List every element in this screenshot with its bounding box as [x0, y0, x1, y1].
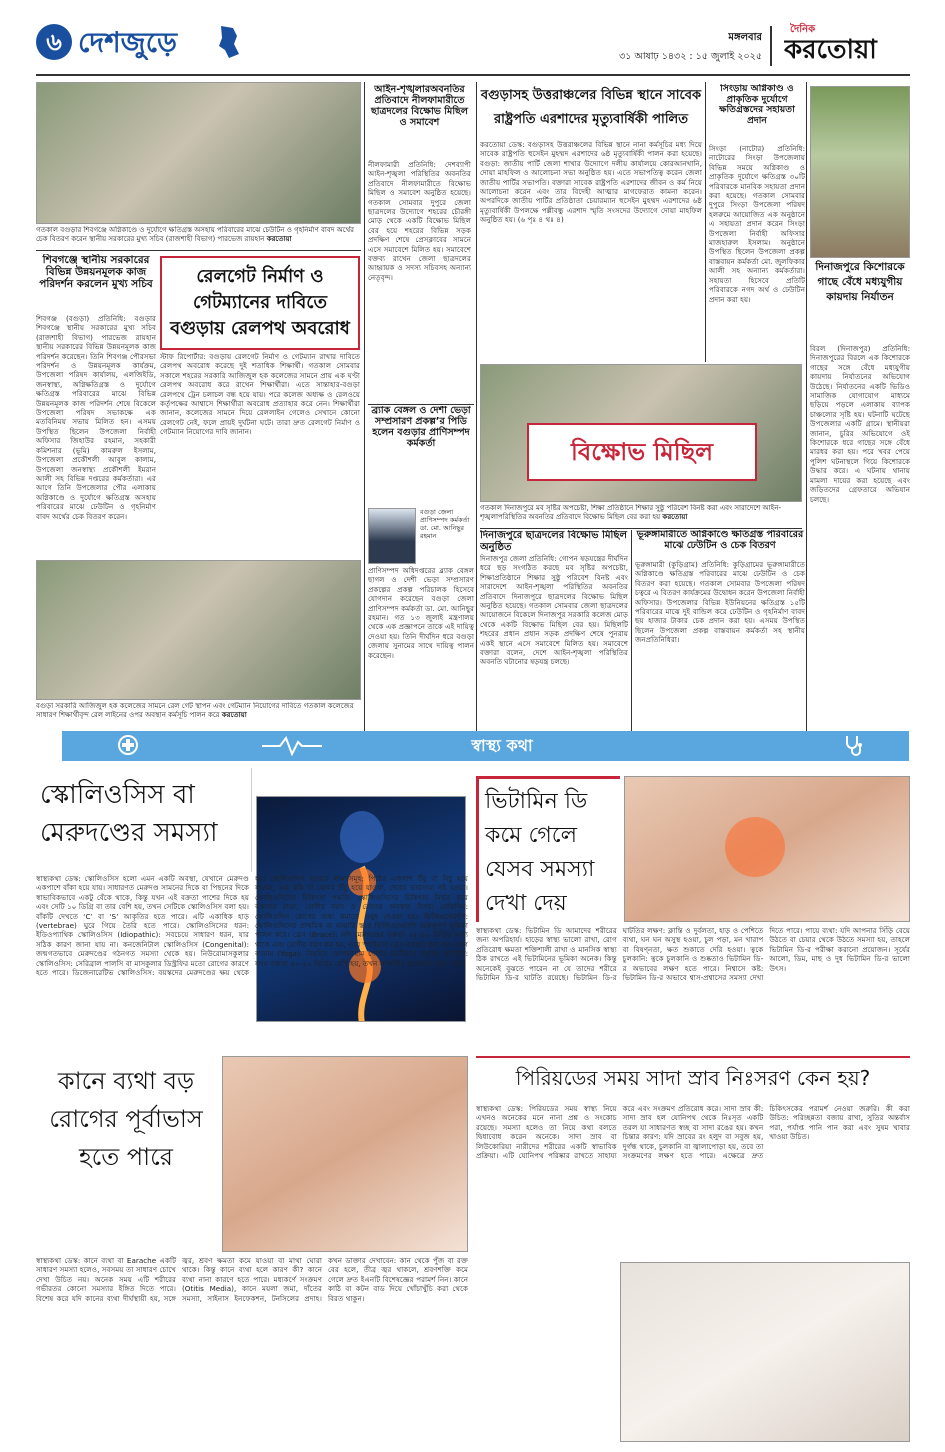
ear-headline-box	[36, 1056, 216, 1252]
knee-pain-photo	[624, 776, 910, 922]
rail-headline-box	[160, 256, 360, 350]
divider	[480, 528, 802, 529]
medical-cross-icon	[118, 735, 138, 755]
brac-portrait	[368, 508, 416, 564]
singra-body: সিংড়া (নাটোর) প্রতিনিধি: নাটোরের সিংড়া উপজেলায় বিভিন্ন সময়ে অগ্নিকাণ্ড ও প্রাকৃতিক দুর্যোগে ক্ষতিগ্রস্ত ৩০টি পরিবারকে মানবিক সহায়তা প্রদান করা হয়েছে। গতকাল সোমবার দুপুরে সিংড়া উপজেলা পরিষদ হলরুমে আয়োজিত এক অনুষ্ঠানে এ সহায়তা প্রদান করেন সিংড়া উপজেলা নির্বাহী অফিসার মাজহারুল ইসলাম। অনুষ্ঠানে উপস্থিত ছিলেন উপজেলা প্রকল্প বাস্তবায়ন কর্মকর্তা মো. জুলফিকার আলী সহ অন্যান্য কর্মকর্তারা। সহায়তা হিসেবে প্রতিটি পরিবারকে নগদ অর্থ ও ঢেউটিন প্রদান করা হয়।	[709, 144, 805, 304]
rail-headline: রেলগেট নির্মাণ ও গেটম্যানের দাবিতে বগুড়ায় রেলপথ অবরোধ	[170, 266, 350, 339]
rally-banner-text: বিক্ষোভ মিছিল	[571, 438, 713, 466]
ershad-headline: বগুড়াসহ উত্তরাঞ্চলের বিভিন্ন স্থানে সাবেক রাষ্ট্রপতি এরশাদের মৃত্যুবার্ষিকী পালিত	[480, 88, 702, 127]
shibganj-caption: গতকাল বগুড়ার শিবগঞ্জে অগ্নিকাণ্ডে ও দুর্যোগে ক্ষতিগ্রস্ত অসহায় পরিবারের মাঝে চেউটিন ও গৃহনির্মাণ বাবদ অর্থের চেক বিতরণ করেন স্থানীয় সরকারের মুখ্য সচিব (রাজশাহী বিভাগ) পারভেজ রায়হান করতোয়া	[36, 226, 354, 243]
period-headline: পিরিয়ডের সময় সাদা স্রাব নিঃসরণ কেন হয়?	[515, 1066, 871, 1090]
page-number-badge	[36, 24, 72, 60]
vitamin-d-headline-box	[476, 776, 620, 922]
health-section-bar	[62, 731, 909, 761]
scoliosis-headline: স্কোলিওসিস বা মেরুদণ্ডের সমস্যা	[40, 780, 218, 848]
vdivider	[806, 82, 807, 742]
paper-name-small: দৈনিক	[790, 24, 816, 35]
bangladesh-map-icon	[215, 24, 241, 60]
protest-headline: আইন-শৃঙ্খলারঅবনতির প্রতিবাদে নীলফামারীতে ছাত্রদলের বিক্ষোভ মিছিল ও সমাবেশ	[370, 84, 469, 129]
shibganj-body: শিবগঞ্জ (বগুড়া) প্রতিনিধি: বগুড়ার শিবগঞ্জে স্থানীয় সরকারের মুখ্য সচিব (রাজশাহী বিভাগ) পারভেজ রায়হান স্থানীয় সরকারের বিভিন্ন উন্নয়নমূলক কাজ পরিদর্শন করেছেন। তিনি শিবগঞ্জ পৌরসভা পরিদর্শন ও উন্নয়নমূলক কার্যক্রম, উপজেলা পরিষদ কার্যালয়, এলজিইডি, জনস্বাস্থ্য, অগ্নিক্ষতিগ্রস্ত ও দুর্যোগে ক্ষতিগ্রস্ত পরিবারের মাঝে বিভিন্ন উন্নয়নমূলক কাজ পরিদর্শন শেষে বিকেলে উপজেলা পরিষদ সভাকক্ষে এক মতবিনিময় সভায় মিলিত হন। এসময় উপস্থিত ছিলেন উপজেলা নির্বাহী অফিসার জিহাউর রহমান, সহকারী কমিশনার (ভূমি) কামরুল ইসলাম, উপজেলা প্রকৌশলী আবুল কালাম, উপজেলা জনস্বাস্থ্য প্রকৌশলী ইমরান আলী সহ বিভিন্ন দপ্তরের কর্মকর্তারা। এর আগে তিনি উপজেলার পৌর এলাকায় অগ্নিকাণ্ডে ও দুর্যোগে ক্ষতিগ্রস্ত অসহায় পরিবারের মাঝে ঢেউটিন ও গৃহনির্মাণ বাবদ অর্থের চেক বিতরণ করেন।	[36, 314, 156, 521]
page-number: ৬	[46, 28, 62, 56]
dinajpur-rally-body: দিনাজপুর জেলা প্রতিনিধি: গোপন ষড়যন্ত্রের দীর্ঘদিন ধরে ছড় সংগঠিত করছে মব সৃষ্টির অপচেষ্টা, শিক্ষাপ্রতিষ্ঠানে শিক্ষার সুষ্ঠু পরিবেশ বিনষ্ট এবং সারাদেশে আইন-শৃঙ্খলা পরিস্থিতির অবনতির প্রতিবাদে দিনাজপুরে ছাত্রদলের বিক্ষোভ মিছিল অনুষ্ঠিত হয়েছে। গতকাল সোমবার জেলা ছাত্রদলের আয়োজনে বিকেলে দিনাজপুর সরকারি কলেজ মোড় থেকে একটি বিক্ষোভ মিছিল বের হয়। মিছিলটি শহরের প্রধান প্রধান সড়ক প্রদক্ষিণ শেষে পুনরায় একই স্থানে এসে সমাবেশে মিলিত হয়। সমাবেশে বক্তারা বলেন, দেশে আইন-শৃঙ্খলা পরিস্থিতির অবনতি ঘটানোর ষড়যন্ত্র চলছে।	[480, 554, 628, 667]
masthead	[0, 0, 945, 80]
brac-headline: ব্র্যাক বেঙ্গল ও দেশী ভেড়া সম্প্রসারণ প্রকল্প’র পিডি হলেন বগুড়ার প্রাণিসম্পদ কর্মকর্তা	[371, 406, 471, 449]
vdivider	[631, 530, 632, 742]
section-title: দেশজুড়ে	[78, 26, 177, 59]
tree-headline: দিনাজপুরে কিশোরকে গাছে বেঁধে মধ্যযুগীয় কায়দায় নির্যাতন	[815, 261, 905, 303]
brac-body: প্রাণিসম্পদ অধিদপ্তরের ব্ল্যাক বেঙ্গল ছাগল ও দেশী ভেড়া সম্প্রসারণ প্রকল্পের প্রকল্প পরিচালক হিসেবে যোগদান করেছেন বগুড়া জেলা প্রাণিসম্পদ কর্মকর্তা ডা. মো. আনিছুর রহমান। গত ১৩ জুলাই মন্ত্রণালয় থেকে এক প্রজ্ঞাপনে তাকে এই দায়িত্ব দেওয়া হয়। তিনি দীর্ঘদিন ধরে বগুড়া জেলায় সুনামের সাথে দায়িত্ব পালন করেছেন।	[368, 566, 474, 660]
heartbeat-icon	[262, 736, 322, 756]
protest-body: নীলফামারী প্রতিনিধি: দেশব্যাপী আইন-শৃঙ্খলা পরিস্থিতির অবনতির প্রতিবাদে নীলফামারীতে বিক্ষোভ মিছিল ও সমাবেশ অনুষ্ঠিত হয়েছে। গতকাল সোমবার দুপুরে জেলা ছাত্রদলের উদ্যোগে শহরের চৌরঙ্গী মোড় থেকে একটি বিক্ষোভ মিছিল বের হয়ে শহরের বিভিন্ন সড়ক প্রদক্ষিণ শেষে প্রেসক্লাবের সামনে এসে সমাবেশে মিলিত হয়। সমাবেশে বক্তব্য রাখেন জেলা ছাত্রদলের আহ্বায়ক ও সদস্য সচিবসহ অন্যান্য নেতৃবৃন্দ।	[368, 160, 471, 282]
singra-headline: সিংড়ায় অগ্নিকাণ্ড ও প্রাকৃতিক দুর্যোগে ক্ষতিগ্রস্তদের সহায়তা প্রদান	[719, 84, 795, 126]
date-label: ৩১ আষাঢ় ১৪৩২ : ১৫ জুলাই ২০২৫	[619, 51, 762, 62]
masthead-rule	[36, 74, 910, 76]
divider	[36, 250, 361, 251]
health-section-title: স্বাস্থ্য কথা	[471, 736, 533, 755]
dinajpur-rally-photo	[480, 364, 802, 502]
vitamin-d-body: স্বাস্থ্যকথা ডেস্ক: ভিটামিন ডি আমাদের শরীরের জন্য অপরিহার্য। হাড়ের স্বাস্থ্য ভালো রাখা, রোগ প্রতিরোধ ক্ষমতা শক্তিশালী রাখা ও মানসিক স্বাস্থ্য ঠিক রাখতে এই ভিটামিনের ভূমিকা অনেক। কিন্তু অনেকেই বুঝতে পারেন না যে তাদের শরীরে ভিটামিন ডি-র ঘাটতি রয়েছে। ভিটামিন ডি-র ঘাটতির লক্ষণ: ক্লান্তি ও দুর্বলতা, হাড় ও পেশিতে ব্যথা, ঘন ঘন অসুস্থ হওয়া, চুল পড়া, মন খারাপ বা বিষণ্নতা, ক্ষত শুকাতে দেরি হওয়া। ত্বকে চুলকানি: ত্বকে চুলকানি ও শুষ্কতাও ভিটামিন ডি-র অভাবের লক্ষণ হতে পারে। নিশ্বাসে কষ্ট: ভিটামিন ডি-র অভাবে শ্বাস-প্রশ্বাসের সমস্যা দেখা দিতে পারে। পায়ে ব্যথা: যদি আপনার সিঁড়ি বেয়ে উঠতে বা চেয়ার থেকে উঠতে সমস্যা হয়, তাহলে ভিটামিন ডি-র পরীক্ষা করানো প্রয়োজন। সূর্যের আলো, ডিম, মাছ ও দুধ ভিটামিন ডি-র ভালো উৎস।	[476, 926, 910, 983]
rail-protest-photo	[36, 560, 361, 700]
scoliosis-headline-box	[36, 768, 252, 872]
kurigram-headline: ভূরুঙ্গামারীতে অগ্নিকাণ্ডে ক্ষতিগ্রস্ত পরিবারের মাঝে ঢেউটিন ও চেক বিতরণ	[636, 530, 804, 551]
ear-body: স্বাস্থ্যকথা ডেস্ক: কানে ব্যথা বা Earache একটি সাধারণ সমস্যা হলেও, সবসময় তা সাধারণ চোখে দেখা উচিত নয়। অনেক সময় এটি শরীরের গভীরতর কোনো সমস্যার ইঙ্গিত দিতে পারে। বিশেষ করে যদি কানের ব্যথা দীর্ঘস্থায়ী হয়, সঙ্গে জ্বর, শ্রবণ ক্ষমতা কমে যাওয়া বা মাথা ঘোরা থাকে। কিন্তু কানে ব্যথা হলে কারণ কী? কানে ব্যথা নানা কারণে হতে পারে। মধ্যকর্ণে সংক্রমণ (Otitis Media), কানে ময়লা জমা, দাঁতের সমস্যা, সাইনাস ইনফেকশন, টনসিলের প্রদাহ। কখন ডাক্তার দেখাবেন: কান থেকে পুঁজ বা রক্ত বের হলে, তীব্র জ্বর থাকলে, শ্রবণশক্তি কমে গেলে দ্রুত ইএনটি বিশেষজ্ঞের পরামর্শ নিন। কানে কাঠি বা কটন বাড দিয়ে খোঁচাখুঁচি করা থেকে বিরত থাকুন।	[36, 1256, 468, 1303]
vdivider	[476, 82, 477, 742]
period-headline-box	[476, 1056, 910, 1100]
ershad-body: করতোয়া ডেস্ক: বগুড়াসহ উত্তরাঞ্চলের বিভিন্ন স্থানে নানা কর্মসূচির মধ্য দিয়ে সাবেক রাষ্ট্রপতি হুসেইন মুহম্মদ এরশাদের ৬ষ্ঠ মৃত্যুবার্ষিকী পালন করা হয়েছে। বগুড়া: জাতীয় পার্টি জেলা শাখার উদ্যোগে দলীয় কার্যালয়ে কোরআনখানি, দোয়া মাহফিল ও আলোচনা সভা অনুষ্ঠিত হয়। এতে সভাপতিত্ব করেন জেলা জাতীয় পার্টির সভাপতি। বক্তারা সাবেক রাষ্ট্রপতি এরশাদের জীবন ও কর্ম নিয়ে আলোচনা করেন এবং তার বিদেহী আত্মার মাগফেরাত কামনা করেন। অপরদিকে জাতীয় পার্টির প্রতিষ্ঠাতা চেয়ারম্যান হুসেইন মুহম্মদ এরশাদের ৬ষ্ঠ মৃত্যুবার্ষিকী উপলক্ষে পল্লীবন্ধু এরশাদ স্মৃতি সংসদের উদ্যোগে দোয়া মাহফিল অনুষ্ঠিত হয়। (৬ পৃঃ ৪ থঃ ৪)	[480, 140, 702, 225]
rally-banner	[527, 423, 757, 481]
masthead-divider	[770, 26, 772, 66]
period-photo	[620, 1262, 910, 1442]
vdivider	[705, 82, 706, 362]
dinajpur-rally-caption: গতকাল দিনাজপুরে মব সৃষ্টির অপচেষ্টা, শিক্ষা প্রতিষ্ঠানে শিক্ষার সুষ্ঠু পরিবেশ বিনষ্ট করা এবং সারাদেশে আইন-শৃঙ্খলাপরিস্থিতির অবনতির প্রতিবাদে বিক্ষোভ মিছিল বের করা হয় করতোয়া	[480, 504, 782, 521]
ear-headline: কানে ব্যথা বড় রোগের পূর্বাভাস হতে পারে	[49, 1067, 203, 1171]
stethoscope-icon	[842, 734, 866, 758]
period-body: স্বাস্থ্যকথা ডেস্ক: পিরিয়ডের সময় স্বাস্থ্য নিয়ে এখনও অনেকের মনে নানা প্রশ্ন ও সংকোচ রয়েছে। সমস্যা হলেও তা নিয়ে কথা বলতে দ্বিধাবোধ করেন অনেকে। সাদা স্রাব বা লিউকোরিয়া নারীদের শরীরের একটি স্বাভাবিক প্রক্রিয়া। এটি যোনিপথ পরিষ্কার রাখতে সাহায্য করে এবং সংক্রমণ প্রতিরোধ করে। সাদা স্রাব কী: সাদা স্রাব হল যোনিপথ থেকে নিঃসৃত একটি তরল যা সাধারণত স্বচ্ছ বা সাদা রঙের হয়। কখন চিন্তার কারণ: যদি স্রাবের রং হলুদ বা সবুজ হয়, দুর্গন্ধ থাকে, চুলকানি বা জ্বালাপোড়া হয়, তবে তা সংক্রমণের লক্ষণ হতে পারে। এক্ষেত্রে দ্রুত চিকিৎসকের পরামর্শ নেওয়া জরুরি। কী করা উচিত: পরিচ্ছন্নতা বজায় রাখা, সুতির অন্তর্বাস পরা, পর্যাপ্ত পানি পান করা এবং সুষম খাবার খাওয়া উচিত।	[476, 1104, 910, 1161]
rail-body: স্টাফ রিপোর্টার: বগুড়ায় রেলগেট নির্মাণ ও গেটম্যান রাখার দাবিতে রেলপথ অবরোধ করেছে দুই শতাধিক শিক্ষার্থী। গতকাল সোমবার সকালে শহরের সরকারি আজিজুল হক কলেজের সামনে প্রায় এক ঘণ্টা রেলপথ অবরোধ করে রাখেন শিক্ষার্থীরা। এতে সান্তাহার-বগুড়া রেলপথে ট্রেন চলাচল বন্ধ হয়ে যায়। পরে কলেজ অধ্যক্ষ ও রেলওয়ে কর্তৃপক্ষের আশ্বাসে শিক্ষার্থীরা অবরোধ প্রত্যাহার করে নেন। শিক্ষার্থীরা জানান, কলেজের সামনে দিয়ে রেললাইন গেলেও সেখানে কোনো রেলগেট নেই, ফলে প্রায়ই দুর্ঘটনা ঘটে। তারা দ্রুত রেলগেট নির্মাণ ও গেটম্যান নিয়োগের দাবি জানান।	[160, 352, 360, 437]
day-label: মঙ্গলবার	[728, 32, 762, 43]
shibganj-photo	[36, 82, 361, 224]
paper-name: করতোয়া	[784, 35, 877, 65]
rail-photo-caption: বগুড়া সরকারি আজিজুল হক কলেজের সামনে রেল গেট স্থাপন এবং গেটম্যান নিয়োগের দাবিতে গতকাল কলেজের সাধারণ শিক্ষার্থীবৃন্দ রেল লাইনের ওপর অবস্থান কর্মসূচি পালন করে করতোয়া	[36, 702, 354, 719]
scoliosis-body: স্বাস্থ্যকথা ডেস্ক: স্কোলিওসিস হলো এমন একটি অবস্থা, যেখানে মেরুদণ্ড একপাশে বাঁকা হয়ে যায়। সাধারণত মেরুদণ্ড সামনের দিকে বা পিছনের দিকে স্বাভাবিকভাবে একটু বেঁকে থাকে, কিন্তু যখন এই বক্রতা পাশের দিকে হয় এবং সেটি ১০ ডিগ্রি বা তার বেশি হয়, তখন সেটিকে স্কোলিওসিস বলা হয়। বাঁকটি দেখতে ‘C’ বা ‘S’ আকৃতির হতে পারে। এটি একাধিক হাড় (vertebrae) ঘুরে গিয়ে তৈরি হতে পারে। স্কোলিওসিসের ধরন: ইডিওপ্যাথিক স্কোলিওসিস (Idiopathic): সবচেয়ে সাধারণ ধরন, যার সঠিক কারণ জানা যায় না। কনজেনিটাল স্কোলিওসিস (Congenital): জন্মগতভাবে মেরুদণ্ডের গঠনগত সমস্যা থেকে হয়। নিউরোমাসকুলার স্কোলিওসিস: সেরিব্রাল পালসি বা মাসকুলার ডিস্ট্রফির মতো রোগের কারণে হতে পারে। ডিজেনারেটিভ স্কোলিওসিস: বয়স্কদের মেরুদণ্ডের ক্ষয় থেকে হয়। স্কোলিওসিস হওয়ার লক্ষণসমূহ: পিঠের একপাশ উঁচু বা নিচু হয়ে যাওয়া, এক কাঁধ বা কোমর উঁচু হয়ে যাওয়া, দেহের ভারসাম্য নষ্ট হওয়া। স্কোলিওসিসের চিকিৎসা পদ্ধতি: স্কোলিওসিসের চিকিৎসা নির্ভর করে বক্রতার মাত্রা, রোগীর বয়স ও রোগের অবস্থার উপর। মেডিসিন: স্কোলিওসিস রোগের ব্যথা কমাতে ওষুধ দেওয়া হয়। ফিজিওথেরাপি: স্কোলিওসিসের প্রাথমিক বা মাঝারি স্তরে ফিজিওথেরাপি গুরুত্বপূর্ণ ভূমিকা পালন করে। ব্রেস (Brace): যদি মেরুদণ্ডের বক্রতা ২৫-৪০ ডিগ্রির মধ্যে থাকে এবং রোগীর বয়স কম হয়, তবে স্পাইনাল ব্রেস ব্যবহার করা হয়। যোগ ব্যায়াম (Yoga): নিয়মিত যোগব্যায়াম পেশির নমনীয়তা বাড়ায়। সার্জারি: যখন বক্রতা ৪০-৫০ ডিগ্রির বেশি হয়, তখন সার্জারির প্রয়োজন হতে পারে।	[36, 874, 468, 978]
vdivider	[364, 82, 365, 742]
ear-pain-photo	[222, 1056, 468, 1252]
divider	[368, 404, 474, 405]
tree-photo	[810, 86, 910, 258]
shibganj-headline: শিবগঞ্জে স্থানীয় সরকারের বিভিন্ন উন্নয়নমূলক কাজ পরিদর্শন করলেন মুখ্য সচিব	[39, 254, 153, 291]
kurigram-body: ভূরুঙ্গামারী (কুড়িগ্রাম) প্রতিনিধি: কুড়িগ্রামের ভূরুঙ্গামারীতে অগ্নিকাণ্ডে ক্ষতিগ্রস্ত পরিবারের মাঝে ঢেউটিন ও চেক বিতরণ করা হয়েছে। গতকাল সোমবার উপজেলা পরিষদ চত্বরে এ বিতরণ কার্যক্রমের উদ্বোধন করেন উপজেলা নির্বাহী অফিসার। উপজেলার বিভিন্ন ইউনিয়নের ক্ষতিগ্রস্ত ১৫টি পরিবারের মাঝে দুই বান্ডিল করে ঢেউটিন ও গৃহনির্মাণ বাবদ ছয় হাজার টাকার চেক প্রদান করা হয়। এসময় উপস্থিত ছিলেন উপজেলা প্রকল্প বাস্তবায়ন কর্মকর্তা সহ স্থানীয় জনপ্রতিনিধিরা।	[635, 560, 805, 645]
vitamin-d-headline: ভিটামিন ডি কমে গেলে যেসব সমস্যা দেখা দেয়	[485, 789, 595, 916]
brac-caption: বগুড়া জেলা প্রাণিসম্পদ কর্মকর্তা ডা. মো. আনিছুর রহমান	[420, 508, 470, 540]
tree-body: বিরল (দিনাজপুর) প্রতিনিধি: দিনাজপুরের বিরলে এক কিশোরকে গাছের সঙ্গে বেঁধে মধ্যযুগীয় কায়দায় নির্যাতনের অভিযোগ উঠেছে। নির্যাতনের একটি ভিডিও সামাজিক যোগাযোগ মাধ্যমে ছড়িয়ে পড়লে এলাকায় ব্যাপক চাঞ্চল্যের সৃষ্টি হয়। ঘটনাটি ঘটেছে উপজেলার একটি গ্রামে। স্থানীয়রা জানান, চুরির অভিযোগে ওই কিশোরকে ধরে গাছের সঙ্গে বেঁধে মারধর করা হয়। পরে খবর পেয়ে পুলিশ ঘটনাস্থলে গিয়ে কিশোরকে উদ্ধার করে। এ ঘটনায় থানায় মামলা দায়ের করা হয়েছে এবং জড়িতদের গ্রেফতারে অভিযান চলছে।	[810, 344, 910, 504]
dinajpur-rally-headline: দিনাজপুরে ছাত্রদলের বিক্ষোভ মিছিল অনুষ্ঠিত	[480, 530, 627, 552]
